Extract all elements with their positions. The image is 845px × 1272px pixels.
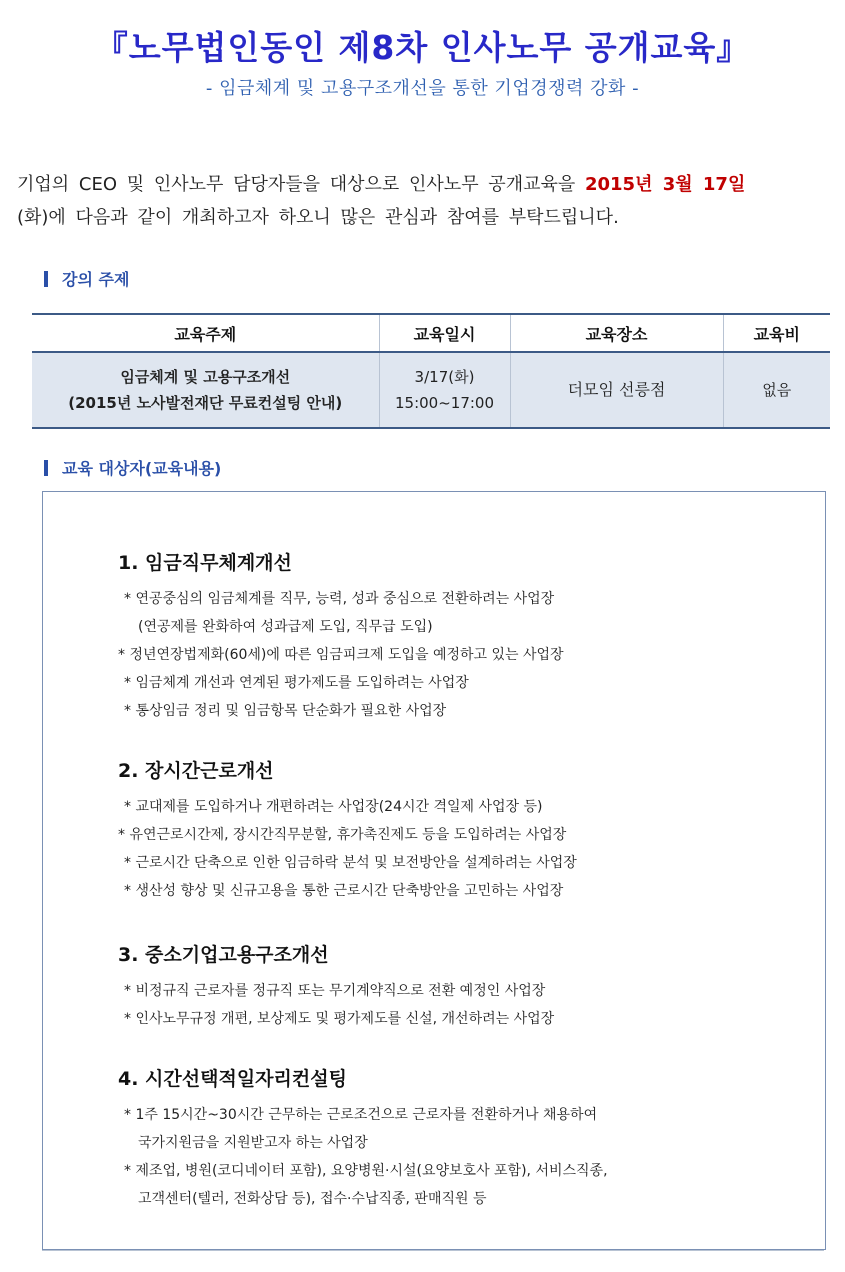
group-title: 4. 시간선택적일자리컨설팅 [118,1068,347,1090]
intro-text-after: (화)에 다음과 같이 개최하고자 하오니 많은 관심과 참여를 부탁드립니다. [17,207,619,228]
page-subtitle: - 임금체계 및 고용구조개선을 통한 기업경쟁력 강화 - [205,78,640,99]
list-item: * 비정규직 근로자를 정규직 또는 무기계약직으로 전환 예정인 사업장 [124,983,546,999]
list-item-continuation: (연공제를 완화하여 성과급제 도입, 직무급 도입) [138,619,433,635]
section-heading-topic [44,267,129,290]
topic-line-2: (2015년 노사발전재단 무료컨설팅 안내) [68,394,343,412]
page-title: 『노무법인동인 제8차 인사노무 공개교육』 [94,28,751,67]
intro-paragraph [17,168,827,234]
list-item: * 임금체계 개선과 연계된 평가제도를 도입하려는 사업장 [124,675,469,691]
list-item: * 생산성 향상 및 신규고용을 통한 근로시간 단축방안을 고민하는 사업장 [124,883,564,899]
intro-text-before: 기업의 CEO 및 인사노무 담당자들을 대상으로 인사노무 공개교육을 [17,174,585,195]
table-header-place: 교육장소 [510,314,723,352]
section-heading-target-label: 교육 대상자(교육내용) [62,459,222,478]
table-cell-fee: 없음 [723,352,830,428]
table-row [32,352,830,428]
table-header-topic: 교육주제 [32,314,379,352]
section-heading-topic-label: 강의 주제 [62,270,130,289]
course-info-table [32,313,830,429]
content-group-3 [118,940,818,1033]
list-item: * 1주 15시간~30시간 근무하는 근로조건으로 근로자를 전환하거나 채용하여 [124,1107,598,1123]
table-header-fee: 교육비 [723,314,830,352]
table-header-date: 교육일시 [379,314,510,352]
list-item: * 통상임금 정리 및 임금항목 단순화가 필요한 사업장 [124,703,447,719]
topic-line-1: 임금체계 및 고용구조개선 [120,368,291,386]
intro-date: 2015년 3월 17일 [584,174,746,195]
section-heading-target [44,456,221,479]
content-group-2 [118,756,818,905]
list-item: * 교대제를 도입하거나 개편하려는 사업장(24시간 격일제 사업장 등) [124,799,543,815]
table-cell-date [379,352,510,428]
list-item: * 제조업, 병원(코디네이터 포함), 요양병원·시설(요양보호사 포함), 서비스직종, [124,1163,608,1179]
list-item-continuation: 고객센터(텔러, 전화상담 등), 접수·수납직종, 판매직원 등 [138,1191,487,1207]
group-title: 2. 장시간근로개선 [118,760,274,782]
list-item: * 연공중심의 임금체계를 직무, 능력, 성과 중심으로 전환하려는 사업장 [124,591,555,607]
list-item: * 근로시간 단축으로 인한 임금하락 분석 및 보전방안을 설계하려는 사업장 [124,855,577,871]
list-item-continuation: 국가지원금을 지원받고자 하는 사업장 [138,1135,368,1151]
section-bar-icon [44,271,48,287]
list-item: * 인사노무규정 개편, 보상제도 및 평가제도를 신설, 개선하려는 사업장 [124,1011,555,1027]
table-header-row [32,314,830,352]
group-title: 3. 중소기업고용구조개선 [118,944,329,966]
list-item: * 유연근로시간제, 장시간직무분할, 휴가촉진제도 등을 도입하려는 사업장 [118,827,567,843]
group-title: 1. 임금직무체계개선 [118,552,292,574]
content-group-1 [118,548,818,725]
bottom-divider [42,1250,824,1251]
table-cell-place: 더모임 선릉점 [510,352,723,428]
table-cell-topic [32,352,379,428]
list-item: * 정년연장법제화(60세)에 따른 임금피크제 도입을 예정하고 있는 사업장 [118,647,564,663]
content-group-4 [118,1064,818,1213]
section-bar-icon [44,460,48,476]
date-line-1: 3/17(화) [414,368,475,386]
date-line-2: 15:00~17:00 [394,394,495,412]
